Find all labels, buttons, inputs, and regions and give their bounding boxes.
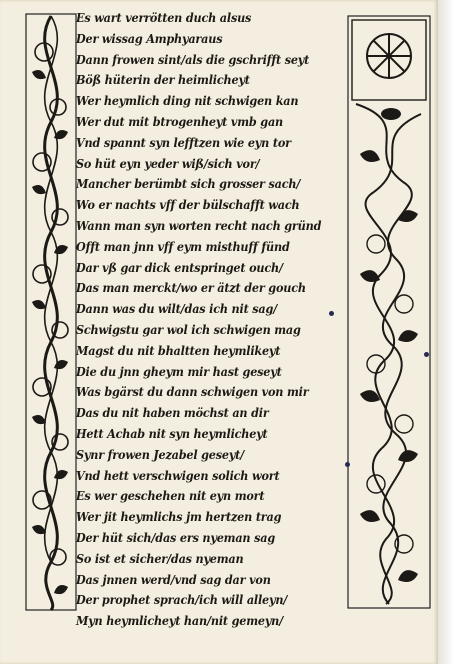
ink-dot xyxy=(345,462,350,467)
verse-line: Mancher berümbt sich grosser sach/ xyxy=(76,177,301,192)
verse-line: Wer heymlich ding nit schwigen kan xyxy=(76,94,299,109)
verse-line: Dann frowen sint/als die gschrifft seyt xyxy=(76,52,310,67)
verse-line: Wo er nachts vff der bülschafft wach xyxy=(76,198,300,213)
verse-line: Das man merckt/wo er ätzt der gouch xyxy=(76,281,306,296)
verse-line: Vnd hett verschwigen solich wort xyxy=(76,468,280,483)
verse-line: Das du nit haben möchst an dir xyxy=(76,406,269,421)
verse-line: Dann was du wilt/das ich nit sag/ xyxy=(76,302,278,317)
verse-line: So hüt eyn yeder wiß/sich vor/ xyxy=(76,156,260,171)
verse-line: Der wissag Amphyaraus xyxy=(76,31,223,46)
verse-line: Es wart verrötten duch alsus xyxy=(76,11,252,25)
verse-line: Offt man jnn vff eym misthuff fünd xyxy=(76,239,290,254)
verse-line: Wer dut mit btrogenheyt vmb gan xyxy=(76,114,283,129)
verse-line: Die du jnn gheym mir hast geseyt xyxy=(76,364,282,379)
verse-line: So ist et sicher/das nyeman xyxy=(76,551,244,566)
verse-line: Hett Achab nit syn heymlicheyt xyxy=(76,426,268,441)
verse-line: Der prophet sprach/ich will alleyn/ xyxy=(76,593,288,608)
verse-line: Der hüt sich/das ers nyeman sag xyxy=(76,530,275,545)
verse-line: Es wer geschehen nit eyn mort xyxy=(76,489,265,504)
verse-line: Magst du nit bhaltten heymlikeyt xyxy=(76,343,281,358)
page-edge xyxy=(438,0,465,664)
verse-line: Wann man syn worten recht nach gründ xyxy=(76,218,322,233)
ink-dot xyxy=(424,352,429,357)
verse-line: Dar vß gar dick entspringet ouch/ xyxy=(76,260,283,275)
verse-line: Wer jit heymlichs jm hertzen trag xyxy=(76,510,282,525)
verse-line: Synr frowen Jezabel geseyt/ xyxy=(76,447,245,462)
verse-line: Vnd spannt syn lefftzen wie eyn tor xyxy=(76,135,291,150)
right-floral-border-icon xyxy=(346,14,432,610)
verse-text-block xyxy=(76,8,346,632)
left-floral-border-icon xyxy=(24,12,78,612)
verse-line: Was bgärst du dann schwigen von mir xyxy=(76,385,309,400)
verse-line: Schwigstu gar wol ich schwigen mag xyxy=(76,322,301,337)
verse-line: Myn heymlicheyt han/nit gemeyn/ xyxy=(76,614,284,629)
verse-line: Böß hüterin der heimlicheyt xyxy=(76,73,250,88)
verse-line: Das jnnen werd/vnd sag dar von xyxy=(76,572,271,587)
ink-dot xyxy=(329,311,334,316)
